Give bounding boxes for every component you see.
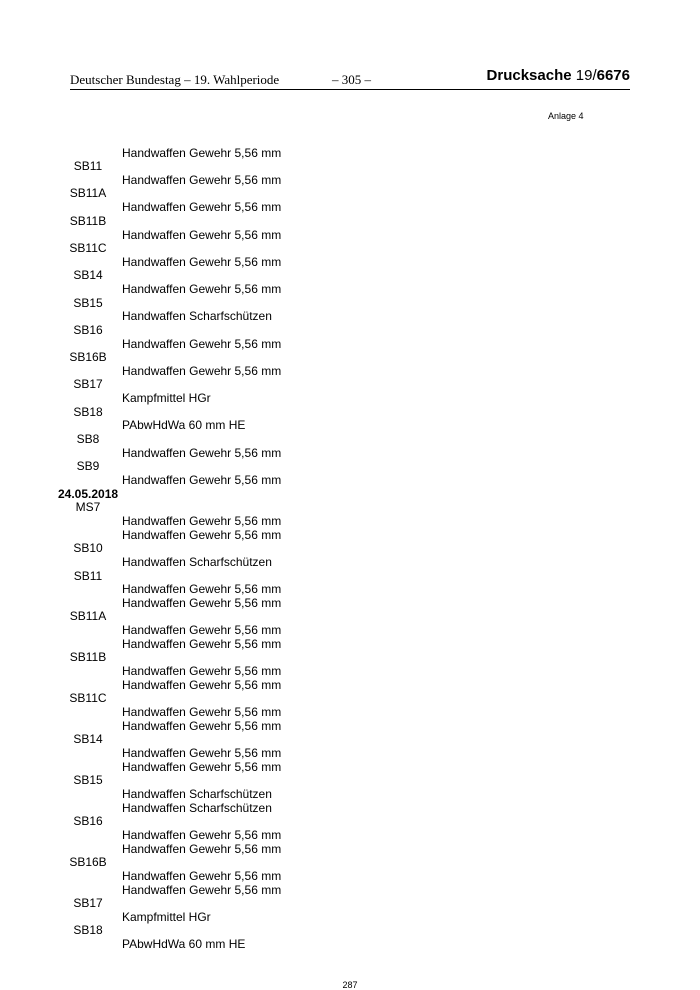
header-doc-number-prefix: 19/ <box>575 67 597 84</box>
entry-description: Handwaffen Gewehr 5,56 mm <box>122 705 282 719</box>
entry-code: SB18 <box>73 405 103 419</box>
entry-code: SB9 <box>76 459 100 473</box>
entry-code: SB16B <box>69 855 107 869</box>
header-document-id <box>487 67 630 84</box>
entry-code: SB11C <box>69 241 107 255</box>
entry-description: Handwaffen Gewehr 5,56 mm <box>122 582 282 596</box>
entry-description: Handwaffen Gewehr 5,56 mm <box>122 664 282 678</box>
entry-code: SB17 <box>73 377 103 391</box>
entry-description: Handwaffen Gewehr 5,56 mm <box>122 746 282 760</box>
entry-code: SB16 <box>73 323 103 337</box>
entry-description: Handwaffen Gewehr 5,56 mm <box>122 514 282 528</box>
entry-description: Kampfmittel HGr <box>122 910 211 924</box>
entry-description: Handwaffen Scharfschützen <box>122 309 272 323</box>
entry-code: SB8 <box>76 432 100 446</box>
entry-description: Handwaffen Gewehr 5,56 mm <box>122 200 282 214</box>
entry-date: 24.05.2018 <box>58 487 119 501</box>
footer-page-number: 287 <box>342 980 358 990</box>
entry-code: SB16B <box>69 350 107 364</box>
entry-description: Handwaffen Gewehr 5,56 mm <box>122 364 282 378</box>
entry-code: SB16 <box>73 814 103 828</box>
header-drucksache-label: Drucksache <box>486 67 572 84</box>
entry-code: SB11 <box>73 159 103 173</box>
entry-code: SB11C <box>69 691 107 705</box>
page-header <box>70 67 630 90</box>
entry-description: Handwaffen Gewehr 5,56 mm <box>122 228 282 242</box>
entry-description: Handwaffen Gewehr 5,56 mm <box>122 146 282 160</box>
entry-description: Handwaffen Gewehr 5,56 mm <box>122 446 282 460</box>
entry-description: Handwaffen Gewehr 5,56 mm <box>122 173 282 187</box>
entry-description: Handwaffen Gewehr 5,56 mm <box>122 760 282 774</box>
entry-description: Handwaffen Gewehr 5,56 mm <box>122 883 282 897</box>
entry-description: Handwaffen Scharfschützen <box>122 555 272 569</box>
header-doc-number: 6676 <box>596 67 630 84</box>
entry-description: PAbwHdWa 60 mm HE <box>122 418 246 432</box>
entry-description: Handwaffen Gewehr 5,56 mm <box>122 528 282 542</box>
header-publication: Deutscher Bundestag – 19. Wahlperiode <box>70 72 280 87</box>
entry-description: Handwaffen Gewehr 5,56 mm <box>122 596 282 610</box>
entry-code: SB11A <box>69 609 107 623</box>
entry-description: Kampfmittel HGr <box>122 391 211 405</box>
entry-description: Handwaffen Gewehr 5,56 mm <box>122 637 282 651</box>
entry-description: Handwaffen Gewehr 5,56 mm <box>122 623 282 637</box>
entry-description: Handwaffen Gewehr 5,56 mm <box>122 842 282 856</box>
entry-description: Handwaffen Gewehr 5,56 mm <box>122 473 282 487</box>
entry-description: Handwaffen Gewehr 5,56 mm <box>122 719 282 733</box>
entry-code: SB17 <box>73 896 103 910</box>
entry-description: PAbwHdWa 60 mm HE <box>122 937 246 951</box>
entry-code: SB18 <box>73 923 103 937</box>
entry-code: SB11 <box>73 569 103 583</box>
entry-code: SB10 <box>73 541 103 555</box>
entry-description: Handwaffen Gewehr 5,56 mm <box>122 282 282 296</box>
header-page-number: – 305 – <box>332 72 371 87</box>
entry-description: Handwaffen Gewehr 5,56 mm <box>122 828 282 842</box>
entry-description: Handwaffen Gewehr 5,56 mm <box>122 255 282 269</box>
entry-code: SB11A <box>69 186 107 200</box>
entry-code: SB11B <box>69 214 107 228</box>
annex-label: Anlage 4 <box>548 111 584 121</box>
entry-code: SB11B <box>69 650 107 664</box>
entry-description: Handwaffen Gewehr 5,56 mm <box>122 337 282 351</box>
entry-description: Handwaffen Scharfschützen <box>122 801 272 815</box>
entry-description: Handwaffen Scharfschützen <box>122 787 272 801</box>
entry-code: MS7 <box>75 500 101 514</box>
entry-description: Handwaffen Gewehr 5,56 mm <box>122 678 282 692</box>
entry-code: SB15 <box>73 296 103 310</box>
entry-code: SB14 <box>73 268 103 282</box>
entry-code: SB14 <box>73 732 103 746</box>
entry-description: Handwaffen Gewehr 5,56 mm <box>122 869 282 883</box>
entry-code: SB15 <box>73 773 103 787</box>
